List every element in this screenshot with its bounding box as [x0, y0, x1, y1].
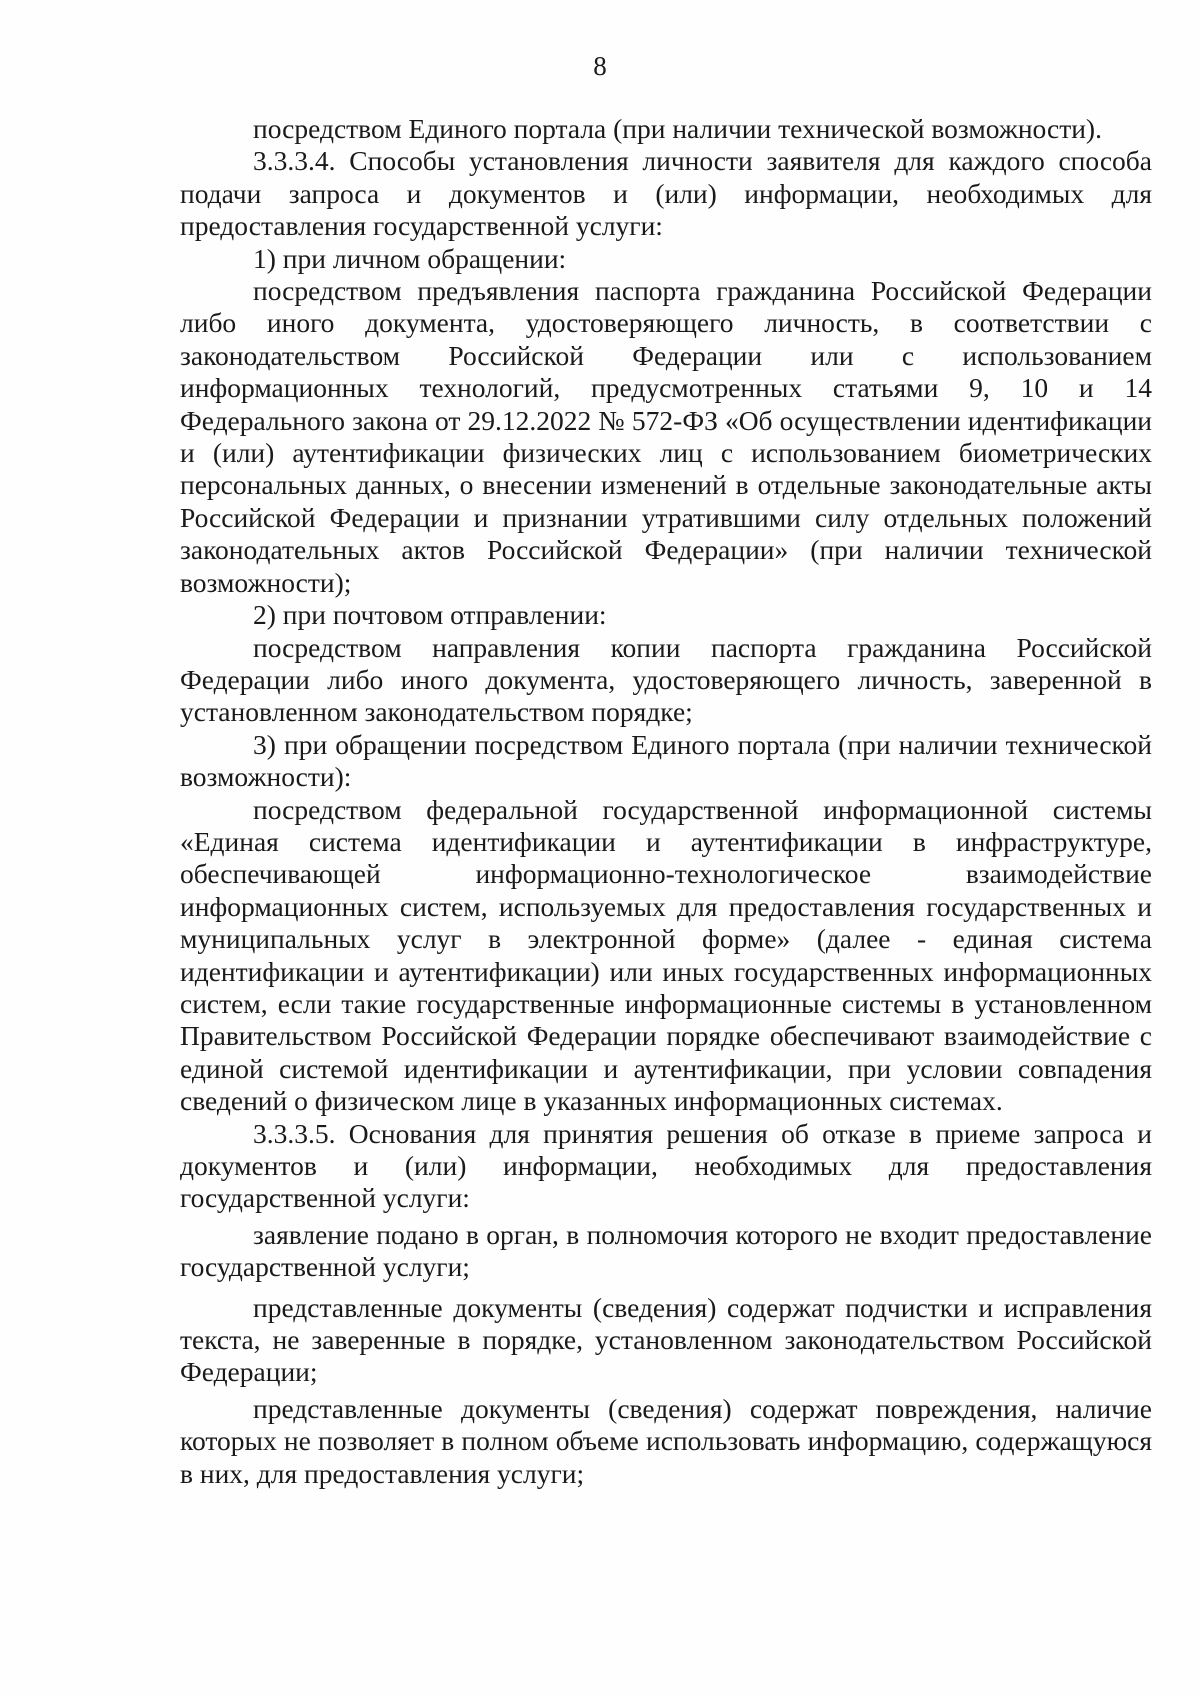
page-number: 8: [593, 51, 607, 81]
paragraph-refusal-wrong-authority: заявление подано в орган, в полномочия которого не входит предоставление государственной услуги;: [180, 1218, 1152, 1283]
paragraph-esia-system: посредством федеральной государственной информационной системы «Единая система идентификации и аутентификации в инфраструктуре, обеспечивающей информационно-технологическое взаимодействие информационных систем, используемых для предоставления государственных и муниципальных услуг в электронной форме» (далее - единая система идентификации и аутентификации) или иных государственных информационных систем, если такие государственные информационные системы в установленном Правительством Российской Федерации порядке обеспечивают взаимодействие с единой системой идентификации и аутентификации, при условии совпадения сведений о физическом лице в указанных информационных системах.: [180, 793, 1152, 1117]
paragraph-passport-presentation: посредством предъявления паспорта гражданина Российской Федерации либо иного документа, удостоверяющего личность, в соответствии с законодательством Российской Федерации или с использованием информационных технологий, предусмотренных статьями 9, 10 и 14 Федерального закона от 29.12.2022 № 572-ФЗ «Об осуществлении идентификации и (или) аутентификации физических лиц с использованием биометрических персональных данных, о внесении изменений в отдельные законодательные акты Российской Федерации и признании утратившими силу отдельных положений законодательных актов Российской Федерации» (при наличии технической возможности);: [180, 275, 1152, 598]
paragraph-item-1-in-person: 1) при личном обращении:: [253, 242, 567, 274]
paragraph-3-3-3-5-heading: 3.3.3.5. Основания для принятия решения об отказе в приеме запроса и документов и (или) информации, необходимых для предоставления государственной услуги:: [180, 1117, 1152, 1214]
paragraph-item-3-portal: 3) при обращении посредством Единого портала (при наличии технической возможности):: [180, 728, 1152, 793]
paragraph-item-2-postal: 2) при почтовом отправлении:: [253, 599, 607, 631]
paragraph-portal-continuation: посредством Единого портала (при наличии технической возможности).: [253, 113, 1102, 144]
paragraph-passport-copy: посредством направления копии паспорта гражданина Российской Федерации либо иного документа, удостоверяющего личность, заверенной в установленном законодательством порядке;: [180, 631, 1152, 728]
paragraph-refusal-corrections: представленные документы (сведения) содержат подчистки и исправления текста, не заверенные в порядке, установленном законодательством Российской Федерации;: [180, 1291, 1152, 1388]
paragraph-refusal-damage: представленные документы (сведения) содержат повреждения, наличие которых не позволяет в полном объеме использовать информацию, содержащуюся в них, для предоставления услуги;: [180, 1392, 1152, 1489]
document-body: [180, 113, 1152, 1490]
paragraph-3-3-3-4-heading: 3.3.3.4. Способы установления личности заявителя для каждого способа подачи запроса и документов и (или) информации, необходимых для предоставления государственной услуги:: [180, 145, 1152, 242]
